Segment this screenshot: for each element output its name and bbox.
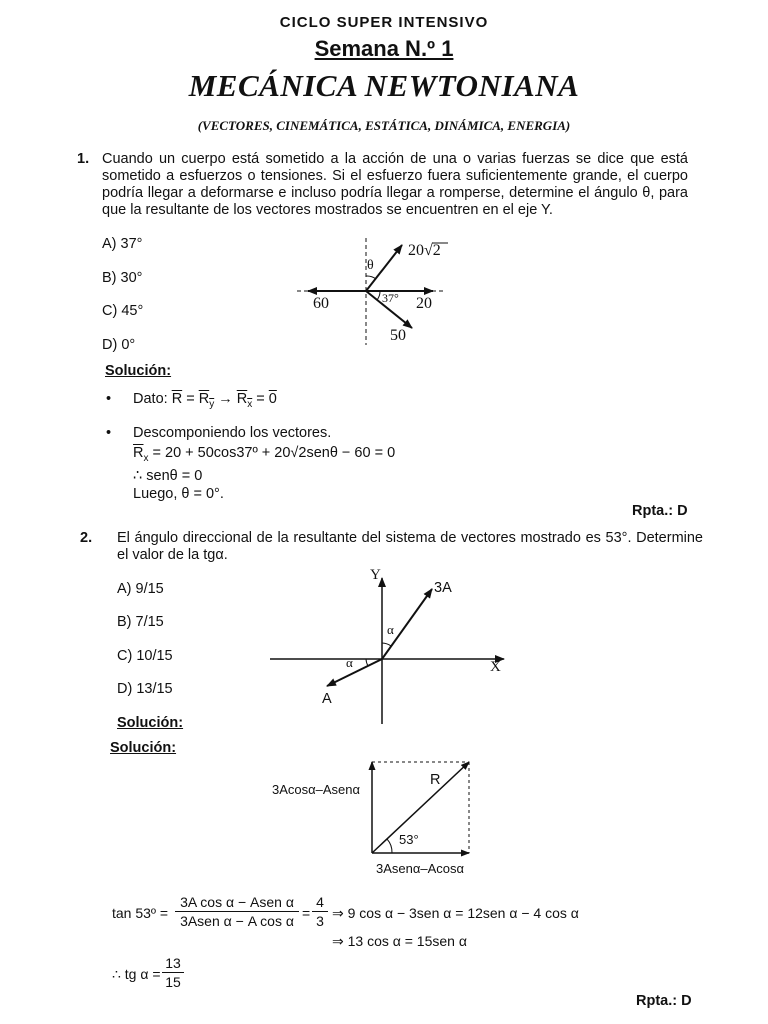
tan-53-prefix: tan 53º = xyxy=(112,905,169,921)
problem-2-solution-label: Solución: xyxy=(117,715,184,731)
week-label: Semana N.º 1 xyxy=(314,36,454,61)
angle-53-arc xyxy=(387,839,392,853)
problem-2-option-d: D) 13/15 xyxy=(117,681,173,697)
solution-1-dato: Dato: $\overline{R} = R_y \to R_x = 0$ xyxy=(133,391,277,410)
label-20: 20 xyxy=(416,295,432,312)
problem-1-solution-label: Solución: xyxy=(105,363,172,379)
tan-equals: = xyxy=(302,905,311,921)
resultant-vector xyxy=(372,762,469,853)
alpha-top-label: α xyxy=(387,622,394,637)
rect-angle-label: 53° xyxy=(399,832,419,847)
problem-1-text: Cuando un cuerpo está sometido a la acción de una o varias fuerzas se dice que está sometido a esfuerzos o tensiones. Si el esfuerzo fuera suficientemente grande, el cuerpo podría llegar a deformarse e incluso podría llegar a romperse, determine el ángulo θ, para que la resultante de los vectores mostrados se encuentren en el eje Y. xyxy=(102,151,688,218)
axis-x-label: X xyxy=(490,659,501,675)
rect-R-label: R xyxy=(430,772,441,788)
problem-1-option-b: B) 30° xyxy=(102,270,143,286)
problem-2-text: El ángulo direccional de la resultante del sistema de vectores mostrado es 53°. Determine el valor de la tgα. xyxy=(117,530,703,563)
problem-2-option-c: C) 10/15 xyxy=(117,648,173,664)
tg-result-prefix: ∴ tg α = xyxy=(112,966,161,982)
equation-step-1: ⇒ 9 cos α − 3sen α = 12sen α − 4 cos α xyxy=(332,905,579,921)
label-60: 60 xyxy=(313,295,329,312)
tan-fraction: 3A cos α − Asen α 3Asen α − A cos α xyxy=(175,894,299,929)
tg-result-fraction: 13 15 xyxy=(162,955,184,990)
problem-1-option-a: A) 37° xyxy=(102,236,143,252)
page-title: MECÁNICA NEWTONIANA xyxy=(188,68,580,103)
course-cycle: CICLO SUPER INTENSIVO xyxy=(279,14,489,31)
label-37: 37° xyxy=(382,291,399,305)
problem-1-answer: Rpta.: D xyxy=(632,503,688,519)
alpha-left-label: α xyxy=(346,655,353,670)
problem-2-answer: Rpta.: D xyxy=(636,993,692,1009)
bullet-icon: • xyxy=(106,425,112,441)
label-20root2: 20√2 xyxy=(408,242,441,259)
problem-2-number: 2. xyxy=(80,530,93,546)
solution-1-equation: $\overline{R}_x = 20$ + 50cos37º + 20√2senθ − 60 = 0 xyxy=(133,445,396,464)
label-A: A xyxy=(322,691,332,707)
solution-1-sen: ∴ senθ = 0 xyxy=(133,468,203,484)
problem-2-solution-label-2: Solución: xyxy=(110,740,177,756)
equation-step-2: ⇒ 13 cos α = 15sen α xyxy=(332,933,467,949)
problem-2-option-b: B) 7/15 xyxy=(117,614,164,630)
four-thirds-fraction: 4 3 xyxy=(312,894,328,929)
rect-bottom-label: 3Asenα–Acosα xyxy=(376,861,465,876)
label-theta: θ xyxy=(367,258,374,273)
bullet-icon: • xyxy=(106,391,112,407)
label-3A: 3A xyxy=(434,580,452,596)
axis-y-label: Y xyxy=(370,567,381,583)
label-50: 50 xyxy=(390,327,406,344)
problem-1-option-c: C) 45° xyxy=(102,303,144,319)
solution-1-decompose: Descomponiendo los vectores. xyxy=(133,425,332,441)
problem-2-option-a: A) 9/15 xyxy=(117,581,164,597)
solution-1-result: Luego, θ = 0°. xyxy=(133,486,224,502)
problem-1-option-d: D) 0° xyxy=(102,337,136,353)
problem-1-number: 1. xyxy=(77,151,90,167)
rect-left-label: 3Acosα–Asenα xyxy=(272,782,361,797)
page-subtitle: (VECTORES, CINEMÁTICA, ESTÁTICA, DINÁMICA, ENERGIA) xyxy=(197,118,571,133)
